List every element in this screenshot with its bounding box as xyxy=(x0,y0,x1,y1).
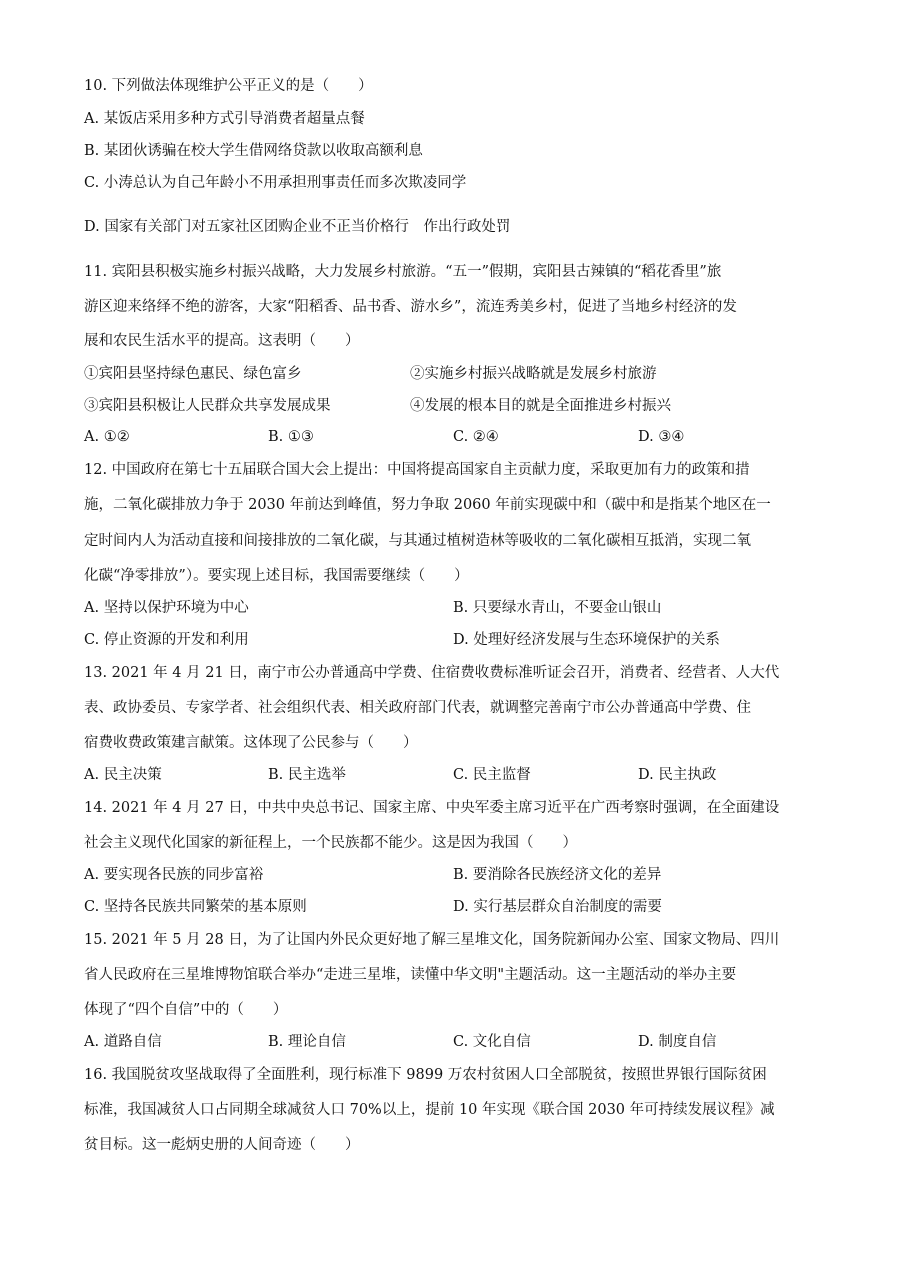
q15-stem-line-1: 15. 2021 年 5 月 28 日，为了让国内外民众更好地了解三星堆文化，国务院新闻办公室、国家文物局、四川 xyxy=(84,932,780,948)
q13-option-c: C. 民主监督 xyxy=(453,767,531,783)
q11-stem-line-1: 11. 宾阳县积极实施乡村振兴战略，大力发展乡村旅游。“五一”假期，宾阳县古辣镇的“稻花香里”旅 xyxy=(84,264,722,280)
q10-stem: 10. 下列做法体现维护公平正义的是（ ） xyxy=(84,78,373,94)
q11-statement-4: ④发展的根本目的就是全面推进乡村振兴 xyxy=(410,398,671,414)
q12-option-d: D. 处理好经济发展与生态环境保护的关系 xyxy=(453,632,720,648)
q16-stem-line-1: 16. 我国脱贫攻坚战取得了全面胜利，现行标准下 9899 万农村贫困人口全部脱贫，按照世界银行国际贫困 xyxy=(84,1067,767,1083)
q10-option-c: C. 小涛总认为自己年龄小不用承担刑事责任而多次欺凌同学 xyxy=(84,175,467,191)
q16-stem-line-2: 标准，我国减贫人口占同期全球减贫人口 70%以上，提前 10 年实现《联合国 2030 年可持续发展议程》减 xyxy=(84,1102,775,1118)
q11-statement-2: ②实施乡村振兴战略就是发展乡村旅游 xyxy=(410,366,657,382)
q12-stem-line-3: 定时间内人为活动直接和间接排放的二氧化碳，与其通过植树造林等吸收的二氧化碳相互抵消，实现二氧 xyxy=(84,533,751,549)
q12-stem-line-1: 12. 中国政府在第七十五届联合国大会上提出：中国将提高国家自主贡献力度，采取更加有力的政策和措 xyxy=(84,462,750,478)
q11-stem-line-3: 展和农民生活水平的提高。这表明（ ） xyxy=(84,333,360,349)
q13-option-d: D. 民主执政 xyxy=(638,767,717,783)
q10-option-a: A. 某饭店采用多种方式引导消费者超量点餐 xyxy=(84,111,365,127)
q15-option-d: D. 制度自信 xyxy=(638,1034,717,1050)
q13-stem-line-1: 13. 2021 年 4 月 21 日，南宁市公办普通高中学费、住宿费收费标准听证会召开，消费者、经营者、人大代 xyxy=(84,665,780,681)
q11-statement-3: ③宾阳县积极让人民群众共享发展成果 xyxy=(84,398,331,414)
q10-option-b: B. 某团伙诱骗在校大学生借网络贷款以收取高额利息 xyxy=(84,143,423,159)
q15-option-b: B. 理论自信 xyxy=(268,1034,346,1050)
q12-option-b: B. 只要绿水青山，不要金山银山 xyxy=(453,600,662,616)
q11-option-c: C. ②④ xyxy=(453,429,499,445)
q13-option-b: B. 民主选举 xyxy=(268,767,346,783)
q14-stem-line-1: 14. 2021 年 4 月 27 日，中共中央总书记、国家主席、中央军委主席习近平在广西考察时强调，在全面建设 xyxy=(84,800,780,816)
q15-stem-line-2: 省人民政府在三星堆博物馆联合举办“走进三星堆，读懂中华文明"主题活动。这一主题活动的举办主要 xyxy=(84,967,737,983)
q11-option-b: B. ①③ xyxy=(268,429,314,445)
q13-stem-line-3: 宿费收费政策建言献策。这体现了公民参与（ ） xyxy=(84,735,418,751)
q15-option-c: C. 文化自信 xyxy=(453,1034,531,1050)
q14-stem-line-2: 社会主义现代化国家的新征程上，一个民族都不能少。这是因为我国（ ） xyxy=(84,835,577,851)
q11-option-a: A. ①② xyxy=(84,429,130,445)
q12-stem-line-4: 化碳“净零排放”）。要实现上述目标，我国需要继续（ ） xyxy=(84,568,469,584)
q10-option-d: D. 国家有关部门对五家社区团购企业不正当价格行 作出行政处罚 xyxy=(84,219,511,235)
q12-stem-line-2: 施，二氧化碳排放力争于 2030 年前达到峰值，努力争取 2060 年前实现碳中和（碳中和是指某个地区在一 xyxy=(84,497,771,513)
q11-option-d: D. ③④ xyxy=(638,429,685,445)
q14-option-c: C. 坚持各民族共同繁荣的基本原则 xyxy=(84,899,307,915)
q11-statement-1: ①宾阳县坚持绿色惠民、绿色富乡 xyxy=(84,366,302,382)
q13-option-a: A. 民主决策 xyxy=(84,767,162,783)
q12-option-a: A. 坚持以保护环境为中心 xyxy=(84,600,249,616)
q15-stem-line-3: 体现了“四个自信”中的（ ） xyxy=(84,1002,288,1018)
q14-option-a: A. 要实现各民族的同步富裕 xyxy=(84,867,264,883)
q16-stem-line-3: 贫目标。这一彪炳史册的人间奇迹（ ） xyxy=(84,1137,360,1153)
q12-option-c: C. 停止资源的开发和利用 xyxy=(84,632,249,648)
q13-stem-line-2: 表、政协委员、专家学者、社会组织代表、相关政府部门代表，就调整完善南宁市公办普通高中学费、住 xyxy=(84,700,751,716)
q14-option-d: D. 实行基层群众自治制度的需要 xyxy=(453,899,662,915)
q15-option-a: A. 道路自信 xyxy=(84,1034,162,1050)
q11-stem-line-2: 游区迎来络绎不绝的游客，大家“阳稻香、品书香、游水乡”，流连秀美乡村，促进了当地乡村经济的发 xyxy=(84,299,737,315)
q14-option-b: B. 要消除各民族经济文化的差异 xyxy=(453,867,662,883)
